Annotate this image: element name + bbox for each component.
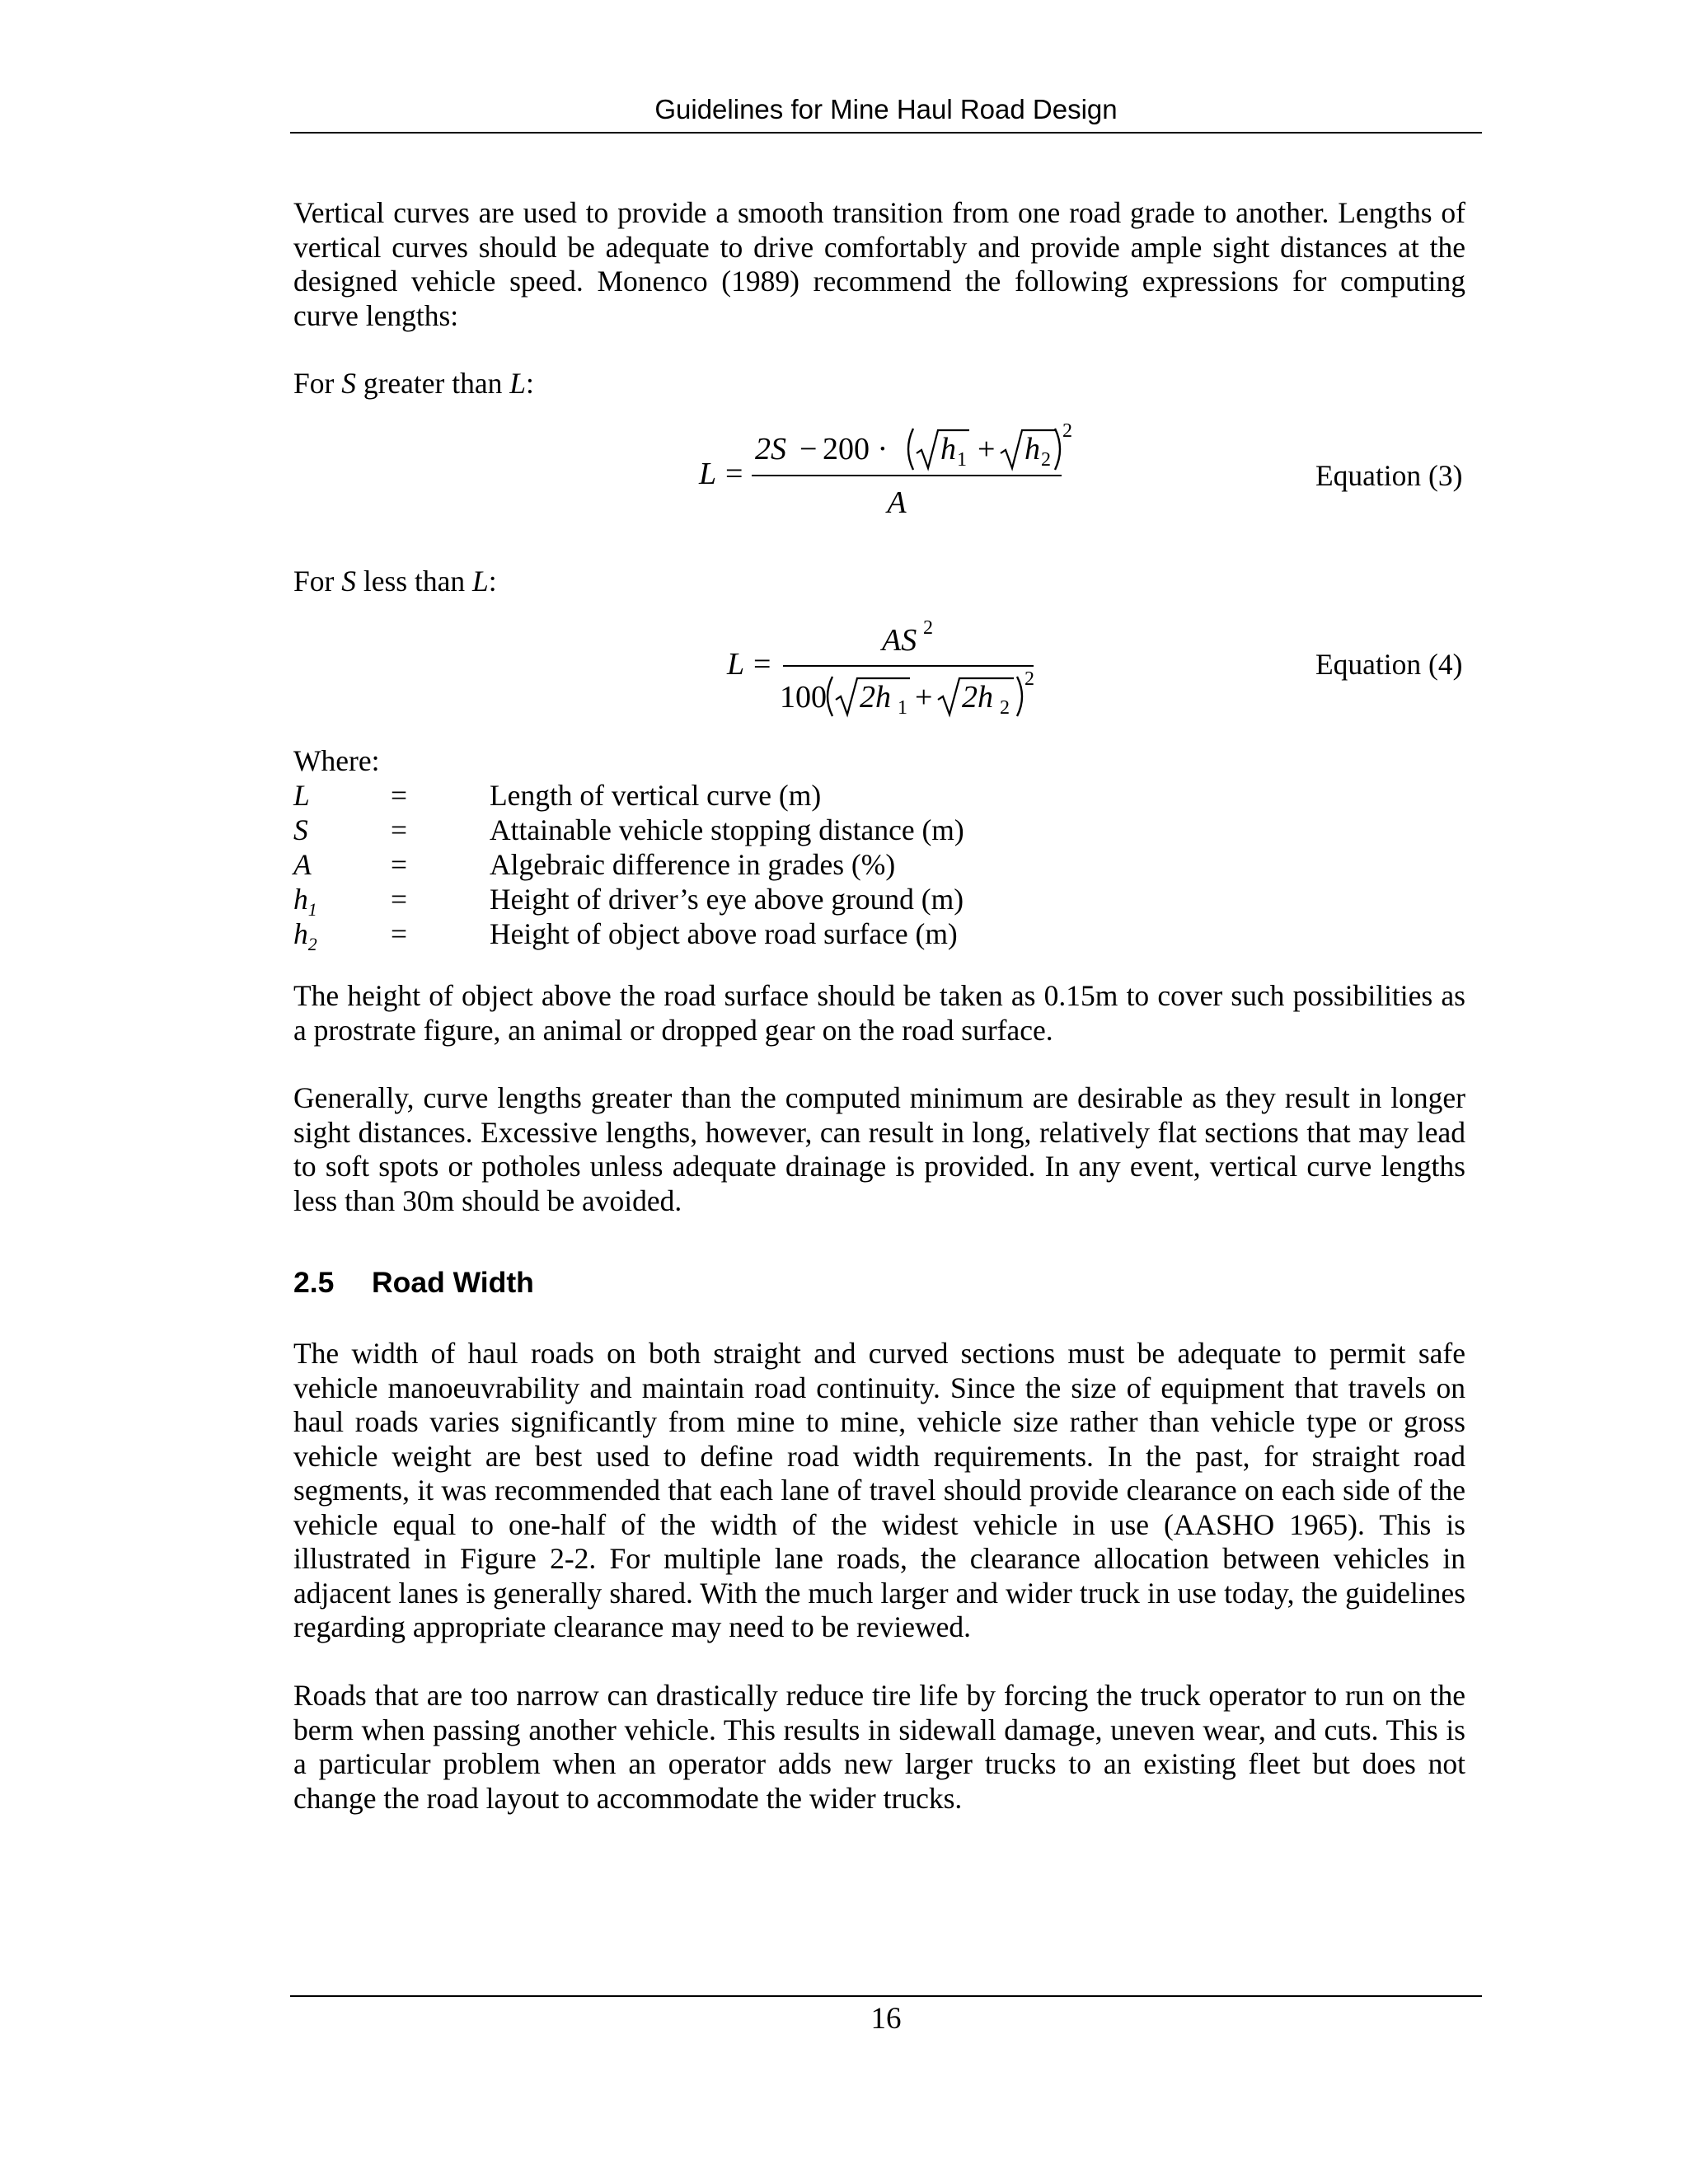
where-symbol: $h_1$ bbox=[293, 883, 317, 921]
where-definition: Attainable vehicle stopping distance (m) bbox=[490, 813, 964, 846]
section-heading bbox=[293, 1266, 534, 1300]
footer-rule bbox=[290, 1995, 1482, 1997]
where-definition: Height of driver’s eye above ground (m) bbox=[490, 883, 964, 916]
where-row bbox=[293, 882, 1447, 921]
equation-4-label: Equation (4) bbox=[1315, 648, 1463, 681]
condition-middle: less than bbox=[355, 565, 472, 598]
where-row bbox=[293, 778, 1447, 813]
condition-less bbox=[293, 565, 1465, 599]
eq4-equals: = bbox=[753, 647, 771, 682]
eq4-lhs: L bbox=[727, 647, 745, 682]
where-symbol: A bbox=[293, 848, 312, 881]
where-equals: = bbox=[391, 813, 408, 846]
condition-middle: greater than bbox=[355, 367, 510, 400]
eq4-sub1: 1 bbox=[898, 697, 907, 719]
eq4-num: AS bbox=[882, 623, 917, 658]
where-row bbox=[293, 813, 1447, 847]
eq4-power: 2 bbox=[1025, 668, 1034, 690]
section-number: 2.5 bbox=[293, 1266, 335, 1299]
paragraph-curve-lengths: Generally, curve lengths greater than the computed minimum are desirable as they result in longer sight distances. Excessive lengths, however, can result in long, relatively flat sections that may lead to soft spots or potholes unless adequate drainage is provided. In any event, vertical curve lengths less than 30m should be avoided. bbox=[293, 1081, 1465, 1217]
eq4-right-paren bbox=[1017, 677, 1022, 716]
where-equals: = bbox=[391, 779, 408, 812]
paragraph-road-width-1: The width of haul roads on both straight and curved sections must be adequate to permit safe vehicle manoeuvrability and maintain road continuity. Since the size of equipment that travels on haul roads varies significantly from mine to mine, vehicle size rather than vehicle type or gross vehicle weight are best used to define road width requirements. In the past, for straight road segments, it was recommended that each lane of travel should provide clearance on each side of the vehicle equal to one-half of the width of the widest vehicle in use (AASHO 1965). This is illustrated in Figure 2-2. For multiple lane roads, the clearance allocation between vehicles in adjacent lanes is generally shared. With the much larger and wider truck in use today, the guidelines regarding appropriate clearance may need to be reviewed. bbox=[293, 1337, 1465, 1643]
running-header: Guidelines for Mine Haul Road Design bbox=[654, 94, 1118, 124]
condition-greater bbox=[293, 367, 1465, 401]
eq4-plus: + bbox=[915, 680, 933, 715]
section-title: Road Width bbox=[372, 1266, 534, 1299]
condition-prefix: For bbox=[293, 367, 342, 400]
eq3-plus: + bbox=[978, 432, 996, 466]
paragraph-road-width-2: Roads that are too narrow can drastically reduce tire life by forcing the truck operator to run on the berm when passing another vehicle. This results in sidewall damage, uneven wear, and cuts. This is a particular problem when an operator adds new larger trucks to an existing fleet but does not change the road layout to accommodate the wider trucks. bbox=[293, 1679, 1465, 1815]
where-symbol: $h_2$ bbox=[293, 917, 317, 955]
condition-suffix: : bbox=[488, 565, 497, 598]
eq3-sub1: 1 bbox=[957, 449, 967, 471]
where-equals: = bbox=[391, 883, 408, 916]
equation-4 bbox=[717, 614, 1063, 721]
where-symbol: L bbox=[293, 779, 310, 812]
paragraph-vertical-curves: Vertical curves are used to provide a smooth transition from one road grade to another. Lengths of vertical curves should be adequate to drive comfortably and provide ample sight distances at the designed vehicle speed. Monenco (1989) recommend the following expressions for computing curve lengths: bbox=[293, 196, 1465, 332]
condition-var-s: S bbox=[341, 367, 356, 400]
eq4-left-paren bbox=[828, 677, 832, 716]
eq4-t1: 2h bbox=[860, 680, 891, 715]
eq3-h2: h bbox=[1025, 432, 1040, 466]
where-equals: = bbox=[391, 848, 408, 881]
where-definition: Algebraic difference in grades (%) bbox=[490, 848, 896, 881]
condition-var-l: L bbox=[471, 565, 489, 598]
where-definition: Length of vertical curve (m) bbox=[490, 779, 822, 812]
paragraph-object-height: The height of object above the road surface should be taken as 0.15m to cover such possibilities as a prostrate figure, an animal or dropped gear on the road surface. bbox=[293, 979, 1465, 1047]
eq4-t2: 2h bbox=[962, 680, 993, 715]
where-equals: = bbox=[391, 917, 408, 950]
equation-3-label: Equation (3) bbox=[1315, 459, 1463, 492]
eq3-lhs: L bbox=[699, 457, 717, 491]
eq3-sub2: 2 bbox=[1041, 449, 1051, 471]
eq3-num-a: 2S bbox=[755, 432, 786, 466]
condition-var-l: L bbox=[509, 367, 526, 400]
condition-suffix: : bbox=[525, 367, 534, 400]
eq3-power: 2 bbox=[1062, 420, 1072, 442]
equation-3 bbox=[692, 412, 1071, 527]
eq3-right-paren bbox=[1055, 429, 1060, 470]
condition-prefix: For bbox=[293, 565, 342, 598]
where-definition: Height of object above road surface (m) bbox=[490, 917, 958, 950]
where-row bbox=[293, 847, 1447, 882]
where-row bbox=[293, 916, 1447, 955]
eq3-equals: = bbox=[725, 457, 743, 491]
eq3-minus: − bbox=[799, 432, 818, 466]
condition-var-s: S bbox=[341, 565, 356, 598]
eq3-h1: h bbox=[940, 432, 956, 466]
eq3-num-b: 200 · bbox=[823, 432, 889, 466]
eq4-num-power: 2 bbox=[923, 617, 933, 639]
where-title: Where: bbox=[293, 744, 380, 777]
header-rule bbox=[290, 132, 1482, 134]
eq4-coef: 100 bbox=[780, 680, 827, 715]
eq3-den: A bbox=[887, 485, 907, 520]
where-symbol: S bbox=[293, 813, 308, 846]
page-number: 16 bbox=[870, 2002, 902, 2036]
eq4-sub2: 2 bbox=[1000, 697, 1010, 719]
eq3-left-paren bbox=[908, 429, 913, 470]
